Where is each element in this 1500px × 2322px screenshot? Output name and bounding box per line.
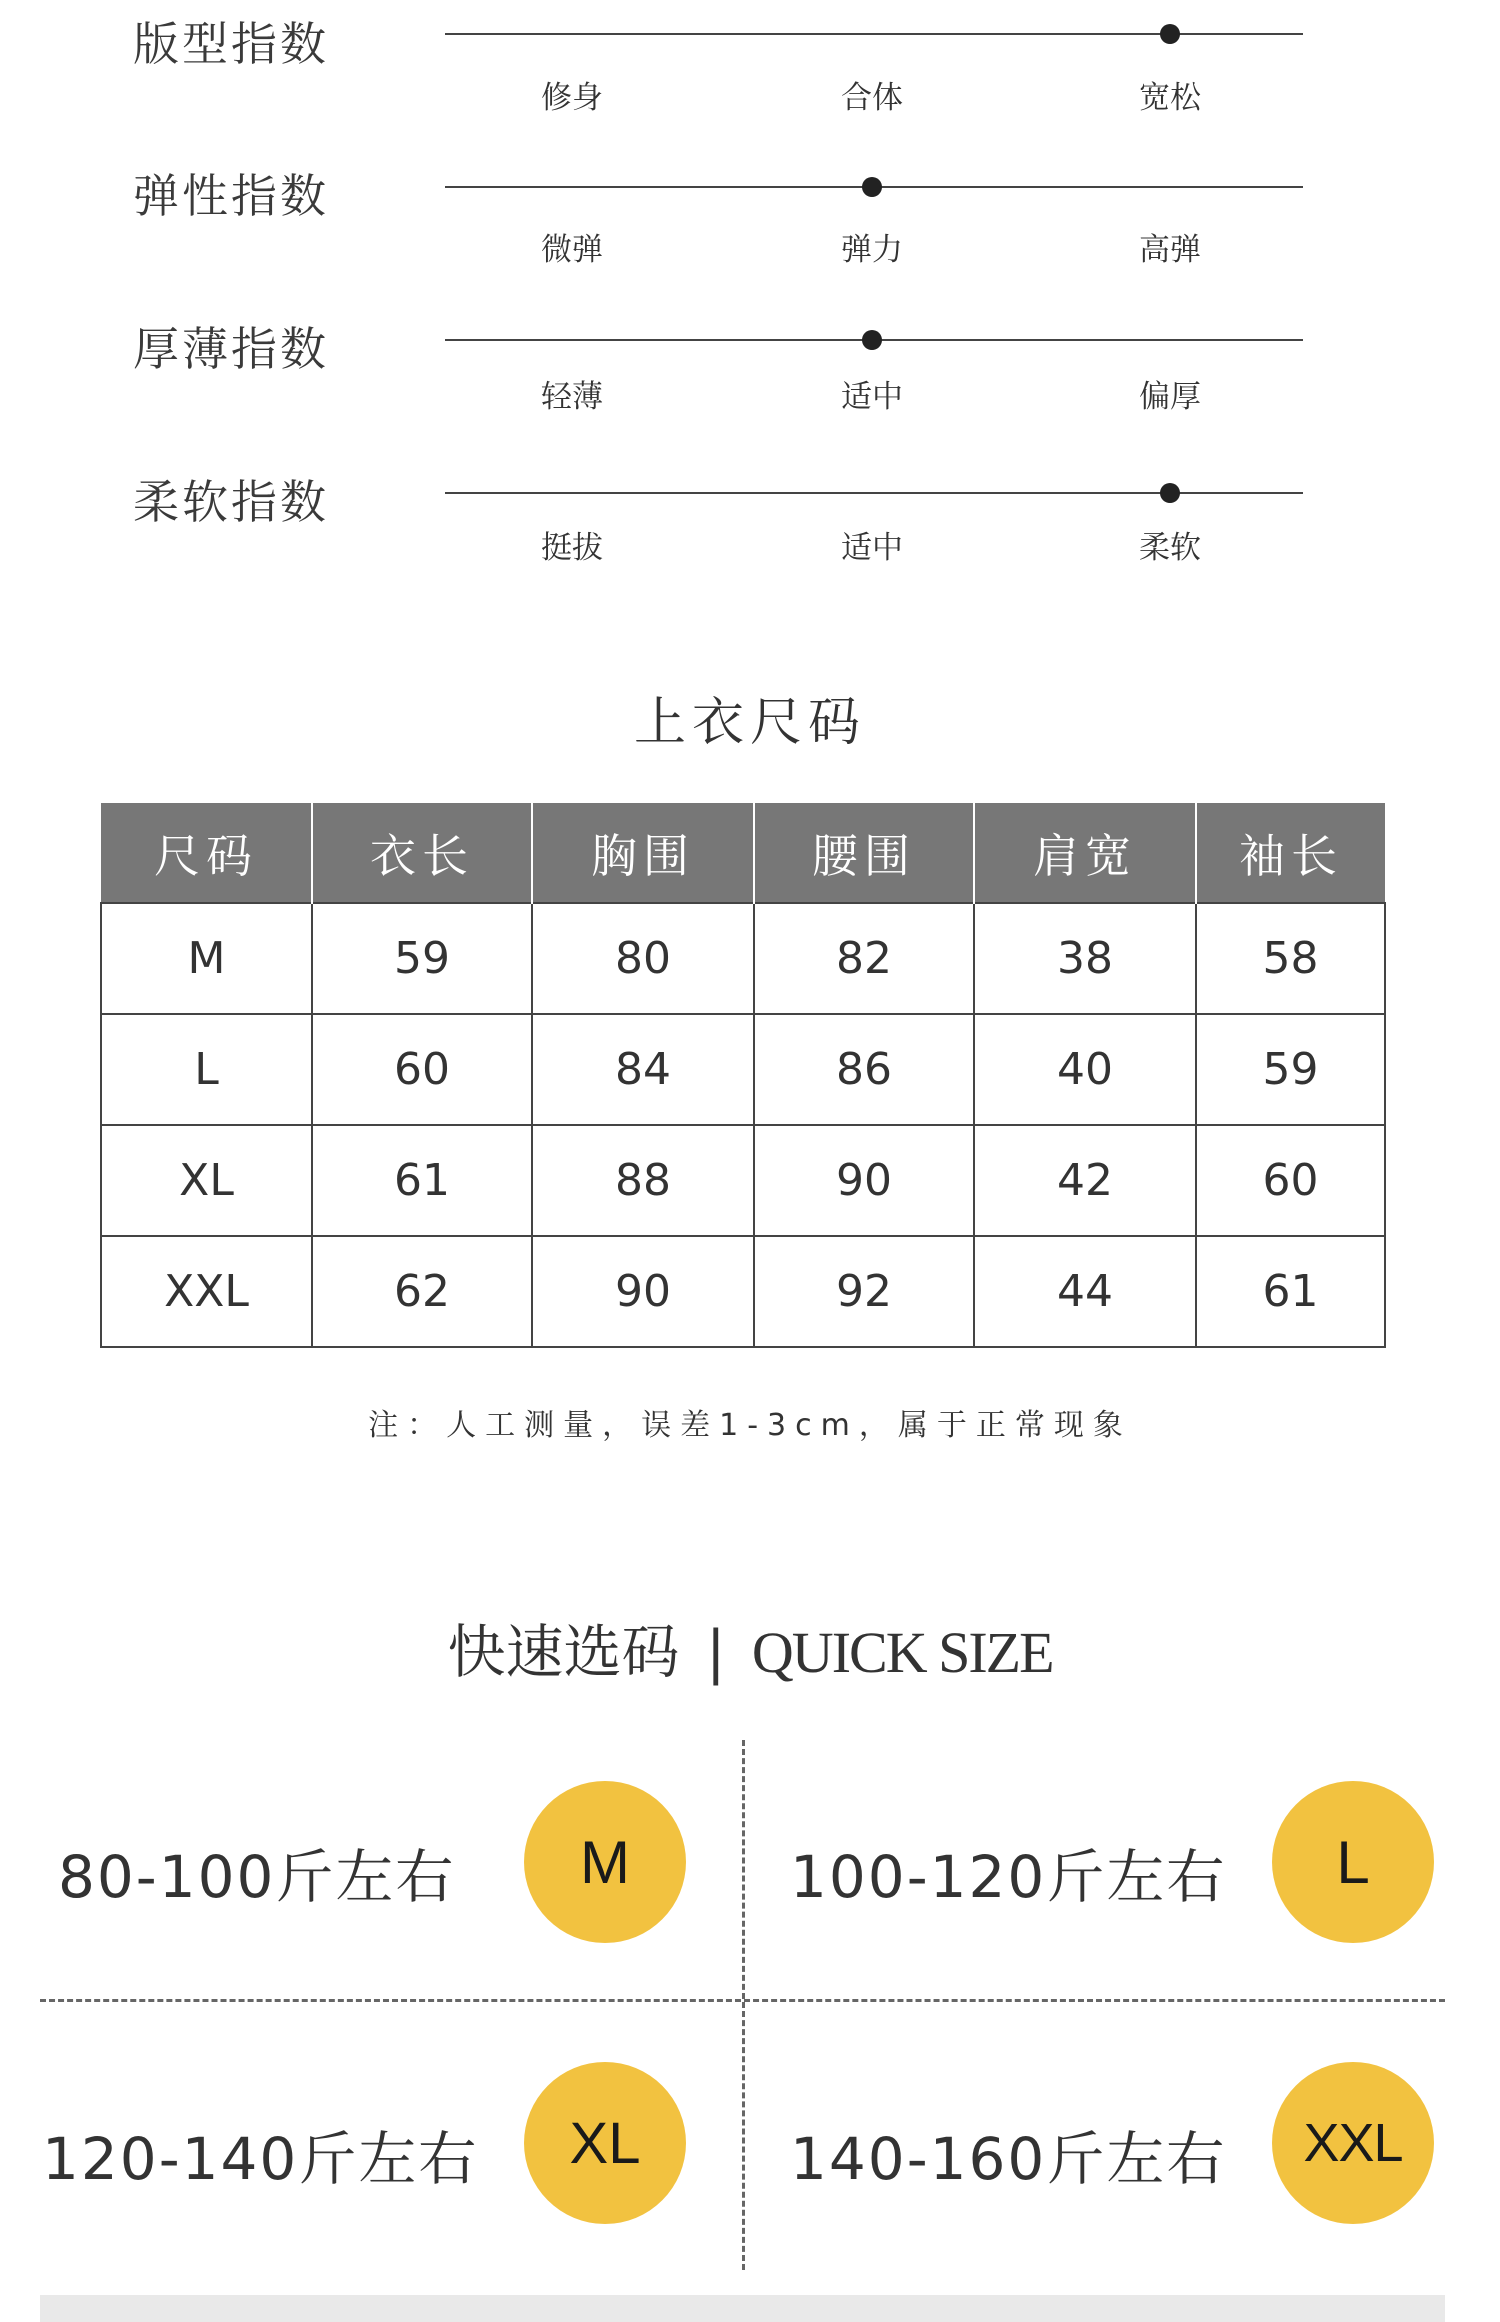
- quick-size-title-en: QUICK SIZE: [751, 1620, 1053, 1685]
- index-row-fit: [0, 0, 1500, 150]
- index-label-low: 微弹: [541, 232, 603, 268]
- column-header: 胸围: [532, 803, 754, 903]
- table-cell: M: [101, 903, 312, 1014]
- size-badge-label: XL: [569, 2110, 641, 2176]
- index-marker-dot: [1160, 24, 1180, 44]
- index-name: 版型指数: [133, 17, 329, 71]
- table-cell: 40: [974, 1014, 1196, 1125]
- index-label-mid: 弹力: [841, 232, 903, 268]
- index-marker-dot: [862, 177, 882, 197]
- size-badge-label: L: [1336, 1828, 1370, 1896]
- quick-size-title-cn: 快速选码: [447, 1618, 680, 1686]
- table-cell: 61: [1196, 1236, 1385, 1347]
- size-table-title: 上衣尺码: [633, 693, 866, 753]
- index-label-high: 高弹: [1139, 232, 1201, 268]
- size-badge: [1272, 2062, 1434, 2224]
- size-table: [100, 803, 1386, 1348]
- index-row-thickness: [0, 305, 1500, 455]
- bottom-grey-band: [40, 2295, 1445, 2322]
- index-label-high: 柔软: [1139, 530, 1201, 566]
- table-cell: 92: [754, 1236, 974, 1347]
- size-badge-label: M: [580, 1828, 630, 1896]
- table-cell: 80: [532, 903, 754, 1014]
- table-cell: 44: [974, 1236, 1196, 1347]
- size-badge: [524, 2062, 686, 2224]
- table-cell: 60: [1196, 1125, 1385, 1236]
- table-cell: 82: [754, 903, 974, 1014]
- table-cell: 61: [312, 1125, 532, 1236]
- column-header: 尺码: [101, 803, 312, 903]
- index-label-mid: 适中: [841, 530, 903, 566]
- index-row-softness: [0, 458, 1500, 608]
- table-cell: 90: [754, 1125, 974, 1236]
- table-row: [101, 1236, 1385, 1347]
- weight-range: 100-120斤左右: [790, 1843, 1227, 1911]
- index-name: 厚薄指数: [133, 322, 329, 376]
- index-marker-dot: [1160, 483, 1180, 503]
- column-header: 腰围: [754, 803, 974, 903]
- index-name: 柔软指数: [133, 475, 329, 529]
- column-header: 肩宽: [974, 803, 1196, 903]
- size-badge-label: XXL: [1303, 2113, 1403, 2173]
- table-cell: XXL: [101, 1236, 312, 1347]
- column-header: 衣长: [312, 803, 532, 903]
- table-cell: 84: [532, 1014, 754, 1125]
- table-cell: 62: [312, 1236, 532, 1347]
- table-cell: 90: [532, 1236, 754, 1347]
- table-cell: 60: [312, 1014, 532, 1125]
- column-header: 袖长: [1196, 803, 1385, 903]
- index-label-high: 偏厚: [1139, 379, 1201, 415]
- table-cell: 59: [312, 903, 532, 1014]
- size-badge: [524, 1781, 686, 1943]
- table-cell: L: [101, 1014, 312, 1125]
- table-cell: 88: [532, 1125, 754, 1236]
- table-cell: 86: [754, 1014, 974, 1125]
- table-row: [101, 1014, 1385, 1125]
- table-cell: 38: [974, 903, 1196, 1014]
- table-cell: 58: [1196, 903, 1385, 1014]
- weight-range: 120-140斤左右: [42, 2125, 479, 2193]
- table-cell: 42: [974, 1125, 1196, 1236]
- index-label-mid: 合体: [841, 80, 903, 116]
- size-badge: [1272, 1781, 1434, 1943]
- index-label-low: 修身: [541, 80, 603, 116]
- index-name: 弹性指数: [133, 169, 329, 223]
- quick-size-separator: |: [705, 1618, 726, 1686]
- table-cell: XL: [101, 1125, 312, 1236]
- table-header-row: [101, 803, 1385, 903]
- quick-size-title: [0, 1605, 1500, 1689]
- measurement-note: 注：人工测量，误差1-3cm，属于正常现象: [368, 1408, 1132, 1443]
- index-marker-dot: [862, 330, 882, 350]
- weight-range: 80-100斤左右: [58, 1843, 456, 1911]
- weight-range: 140-160斤左右: [790, 2125, 1227, 2193]
- grid-divider-horizontal: [40, 1999, 1445, 2002]
- table-row: [101, 903, 1385, 1014]
- index-label-high: 宽松: [1139, 80, 1201, 116]
- table-cell: 59: [1196, 1014, 1385, 1125]
- index-label-low: 轻薄: [541, 379, 603, 415]
- grid-divider-vertical: [742, 1740, 745, 2270]
- table-row: [101, 1125, 1385, 1236]
- index-label-low: 挺拔: [541, 530, 603, 566]
- index-label-mid: 适中: [841, 379, 903, 415]
- index-row-elasticity: [0, 152, 1500, 302]
